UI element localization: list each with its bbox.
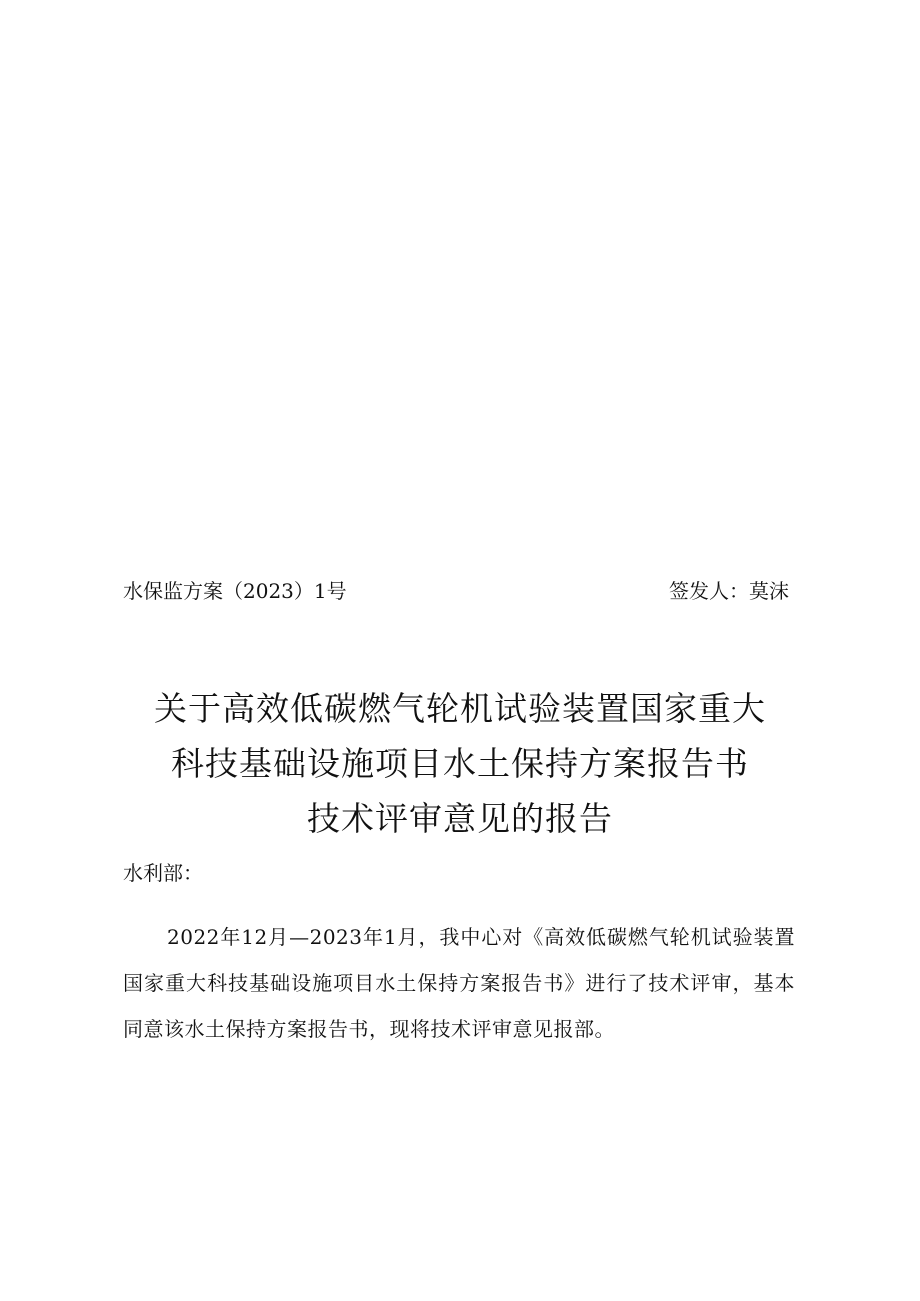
document-number: 水保监方案（2023）1号: [123, 578, 347, 603]
document-title: [120, 681, 800, 846]
body-paragraph: 2022年12月—2023年1月，我中心对《高效低碳燃气轮机试验装置国家重大科技基础设施项目水土保持方案报告书》进行了技术评审，基本同意该水土保持方案报告书，现将技术评审意见报部。: [123, 925, 795, 1041]
title-line-2: 科技基础设施项目水土保持方案报告书: [171, 744, 749, 783]
title-line-3: 技术评审意见的报告: [307, 799, 613, 838]
title-line-1: 关于高效低碳燃气轮机试验装置国家重大: [154, 689, 766, 728]
signer-label: 签发人：莫沫: [669, 578, 789, 603]
document-header: [123, 574, 789, 604]
salutation: 水利部：: [123, 861, 203, 885]
